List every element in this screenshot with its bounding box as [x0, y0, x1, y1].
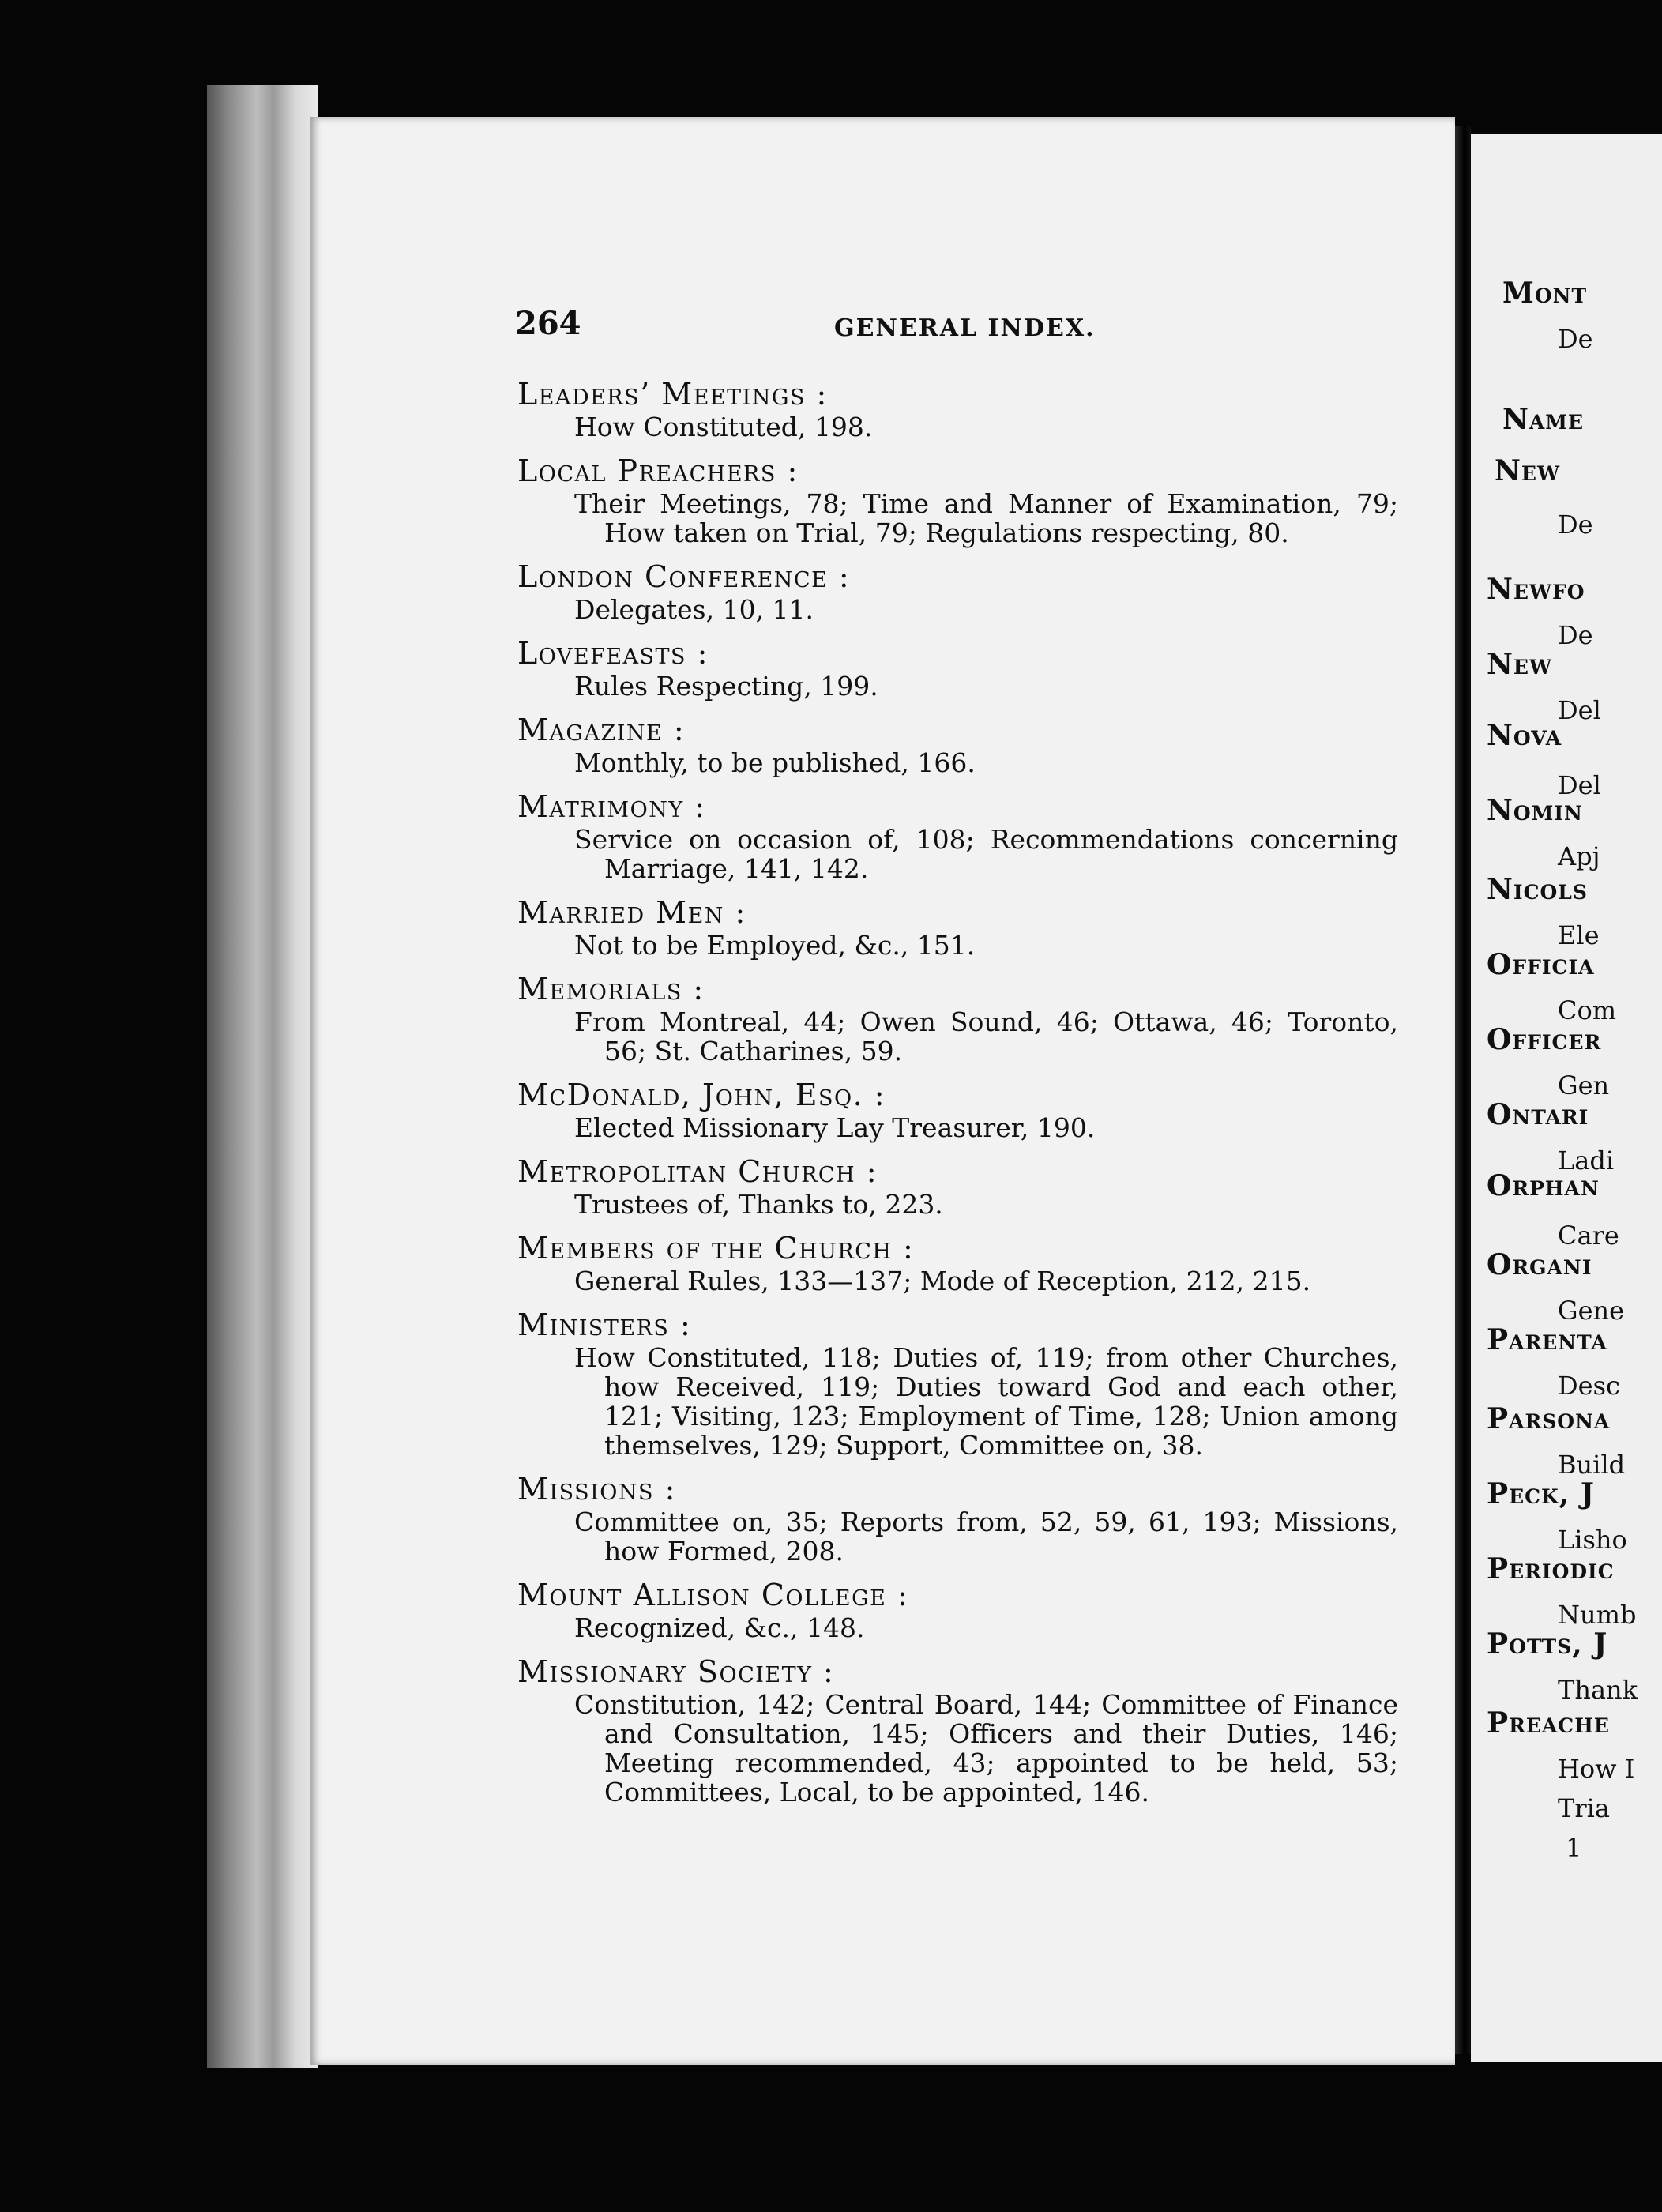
index-list: [517, 376, 1398, 1818]
entry-heading: Matrimony :: [517, 789, 706, 824]
entry-heading: London Conference :: [517, 559, 851, 594]
right-page-fragment: New: [1495, 454, 1561, 487]
right-page-fragment: Potts, J: [1487, 1627, 1608, 1661]
right-page-fragment: Peck, J: [1487, 1477, 1595, 1510]
right-page-fragment: Care: [1558, 1221, 1619, 1251]
index-entry: [517, 712, 1398, 777]
right-page-fragment: Newfo: [1487, 573, 1585, 606]
right-page-fragment: Build: [1558, 1450, 1626, 1480]
right-page-fragment: Ele: [1558, 920, 1600, 950]
entry-body: Trustees of, Thanks to, 223.: [574, 1189, 943, 1220]
entry-body: From Montreal, 44; Owen Sound, 46; Ottawa, 46; Toronto, 56; St. Catharines, 59.: [574, 1006, 1398, 1066]
right-page-fragment: Periodic: [1487, 1552, 1615, 1586]
entry-body: Committee on, 35; Reports from, 52, 59, 61, 193; Missions, how Formed, 208.: [574, 1507, 1398, 1567]
entry-heading: Missionary Society :: [517, 1654, 835, 1689]
entry-heading: Married Men :: [517, 895, 746, 930]
right-page-fragment: Mont: [1502, 276, 1588, 310]
right-page-fragment: De: [1558, 510, 1593, 540]
right-page-fragment: Officia: [1487, 948, 1595, 981]
entry-body: Monthly, to be published, 166.: [574, 747, 976, 778]
index-entry: [517, 453, 1398, 547]
right-page-fragment: Preache: [1487, 1706, 1610, 1740]
index-entry: [517, 788, 1398, 883]
entry-heading: Metropolitan Church :: [517, 1154, 878, 1189]
index-entry: [517, 1471, 1398, 1566]
right-page-fragment: New: [1487, 648, 1553, 681]
right-page-fragment: De: [1558, 620, 1593, 650]
right-page: [1471, 134, 1662, 2062]
page-edges: [207, 85, 318, 2068]
entry-heading: Members of the Church :: [517, 1231, 915, 1266]
entry-heading: Leaders’ Meetings :: [517, 377, 828, 412]
right-page-fragment: Lisho: [1558, 1525, 1627, 1555]
entry-body: How Constituted, 198.: [574, 412, 873, 442]
page-number: 264: [515, 305, 581, 342]
entry-heading: Local Preachers :: [517, 453, 799, 488]
index-entry: [517, 559, 1398, 624]
index-entry: [517, 1653, 1398, 1807]
entry-body: How Constituted, 118; Duties of, 119; from other Churches, how Received, 119; Duties toward God and each other, 121; Visiting, 123; Employment of Time, 128; Union among themselves, 129; Support, Committee on, 38.: [574, 1342, 1398, 1461]
book-gutter: [1455, 126, 1471, 2054]
entry-body: Service on occasion of, 108; Recommendations concerning Marriage, 141, 142.: [574, 824, 1398, 884]
entry-heading: Lovefeasts :: [517, 636, 709, 671]
right-page-fragment: Gen: [1558, 1070, 1610, 1100]
index-entry: [517, 971, 1398, 1066]
entry-body: Recognized, &c., 148.: [574, 1612, 865, 1643]
index-entry: [517, 1230, 1398, 1296]
index-entry: [517, 1077, 1398, 1142]
index-entry: [517, 376, 1398, 442]
index-entry: [517, 1577, 1398, 1642]
right-page-fragment: Parenta: [1487, 1323, 1607, 1356]
right-page-fragment: Thank: [1558, 1675, 1638, 1705]
entry-body: Not to be Employed, &c., 151.: [574, 930, 976, 961]
right-page-fragment: 1: [1566, 1833, 1582, 1863]
right-page-fragment: Gene: [1558, 1296, 1625, 1326]
index-entry: [517, 1307, 1398, 1460]
right-page-fragment: How I: [1558, 1754, 1635, 1784]
right-page-fragment: Parsona: [1487, 1402, 1611, 1435]
right-page-fragment: Nomin: [1487, 794, 1583, 827]
entry-body: General Rules, 133—137; Mode of Reception, 212, 215.: [574, 1266, 1311, 1296]
right-page-fragment: Numb: [1558, 1600, 1637, 1630]
right-page-fragment: Officer: [1487, 1023, 1602, 1056]
right-page-fragment: Apj: [1558, 841, 1600, 871]
right-page-fragment: Com: [1558, 995, 1617, 1025]
right-page-fragment: Del: [1558, 695, 1601, 725]
right-page-fragment: Name: [1502, 403, 1585, 436]
entry-heading: Missions :: [517, 1472, 676, 1507]
right-page-fragment: Orphan: [1487, 1169, 1600, 1202]
right-page-fragment: Ladi: [1558, 1146, 1615, 1176]
right-page-fragment: Tria: [1558, 1793, 1610, 1823]
entry-body: Rules Respecting, 199.: [574, 671, 878, 702]
running-head: GENERAL INDEX.: [834, 314, 1096, 342]
entry-heading: Magazine :: [517, 713, 686, 747]
index-entry: [517, 894, 1398, 960]
entry-heading: Ministers :: [517, 1307, 692, 1342]
right-page-fragment: De: [1558, 324, 1593, 354]
entry-heading: Mount Allison College :: [517, 1578, 909, 1612]
right-page-fragment: Ontari: [1487, 1098, 1589, 1131]
entry-body: Elected Missionary Lay Treasurer, 190.: [574, 1112, 1096, 1143]
entry-body: Delegates, 10, 11.: [574, 594, 814, 625]
index-entry: [517, 635, 1398, 701]
right-page-fragment: Nova: [1487, 719, 1562, 752]
index-entry: [517, 1153, 1398, 1219]
entry-body: Their Meetings, 78; Time and Manner of Examination, 79; How taken on Trial, 79; Regulations respecting, 80.: [574, 488, 1398, 548]
entry-heading: McDonald, John, Esq. :: [517, 1078, 886, 1112]
right-page-fragment: Nicols: [1487, 873, 1588, 906]
right-page-fragment: Organi: [1487, 1248, 1592, 1281]
entry-heading: Memorials :: [517, 972, 705, 1006]
right-page-fragment: Del: [1558, 770, 1601, 800]
entry-body: Constitution, 142; Central Board, 144; Committee of Finance and Consultation, 145; Officers and their Duties, 146; Meeting recommended, 43; appointed to be held, 53; Committees, Local, to be appointed, 146.: [574, 1689, 1398, 1808]
right-page-fragment: Desc: [1558, 1371, 1620, 1401]
